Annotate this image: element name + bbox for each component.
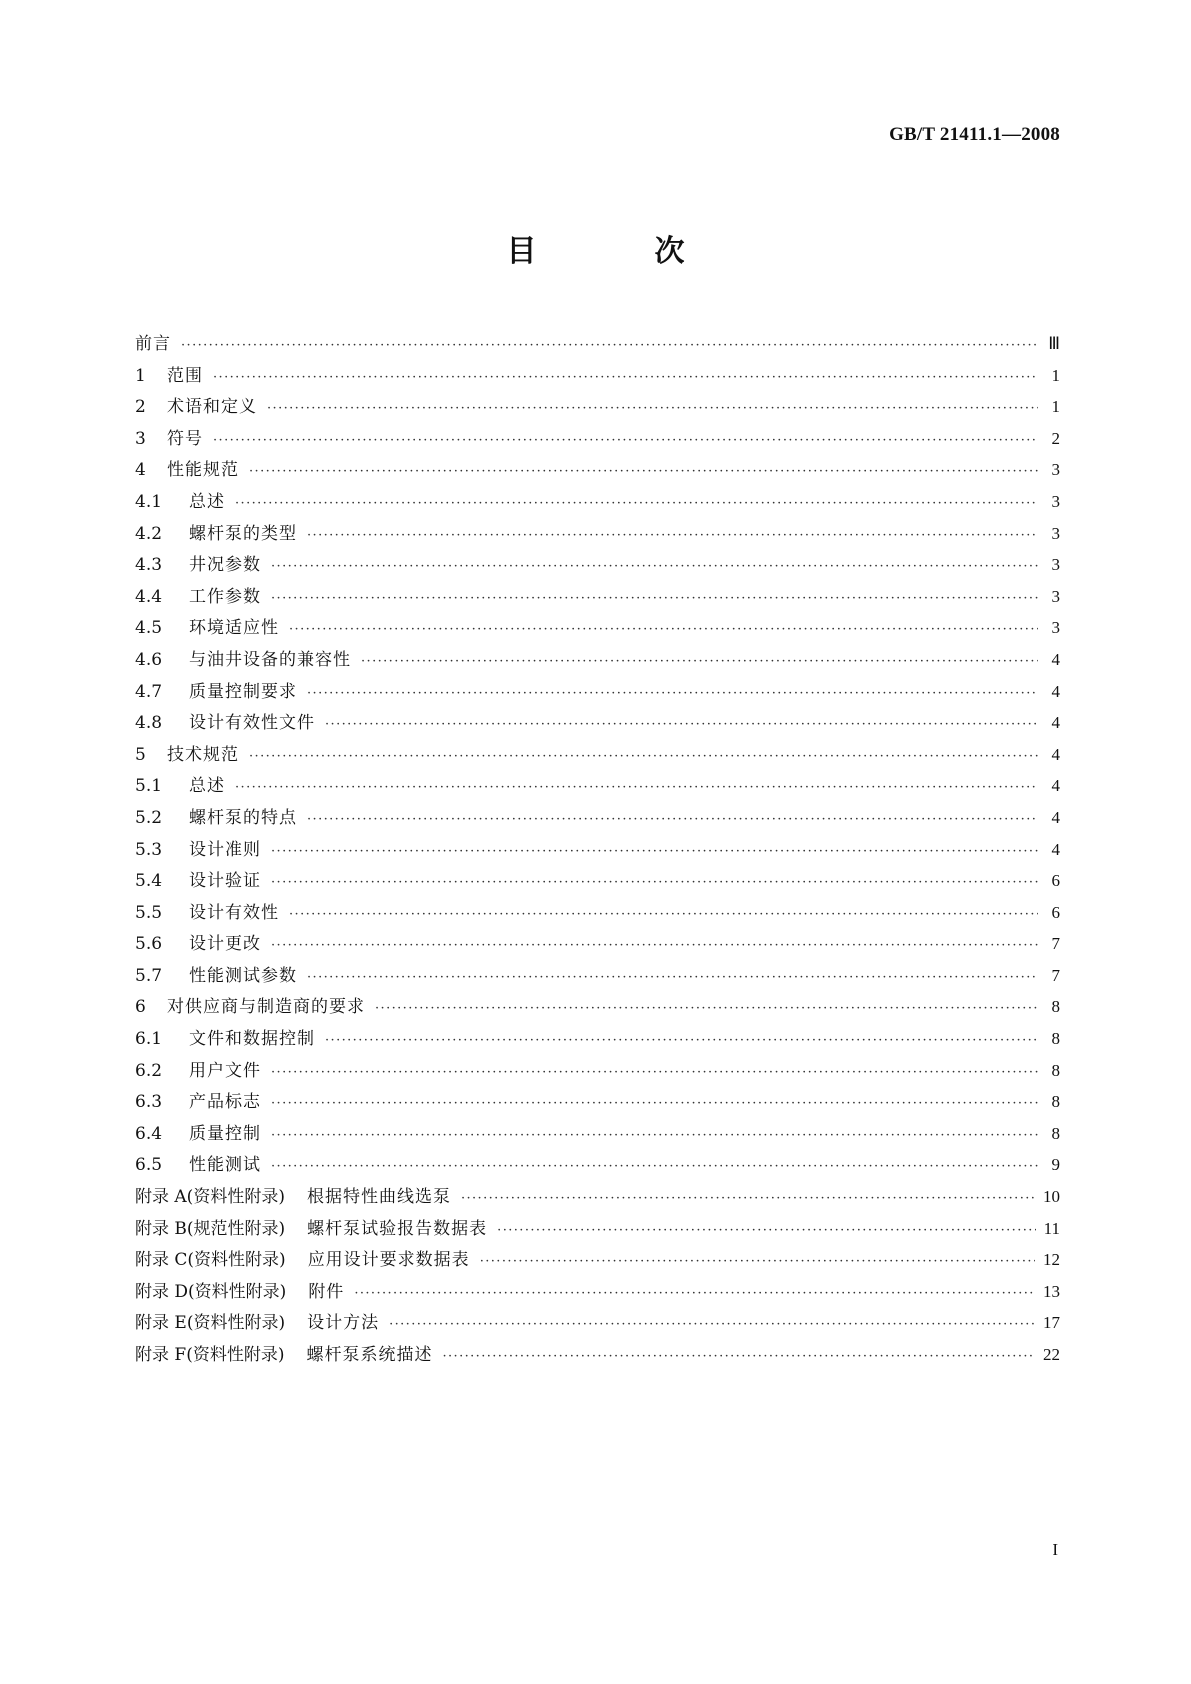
- toc-entry-number: 附录 A(资料性附录): [135, 1187, 285, 1208]
- toc-entry-page: Ⅲ: [1048, 334, 1060, 353]
- toc-entry[interactable]: [135, 928, 1060, 960]
- toc-entry-title: 螺杆泵试验报告数据表: [307, 1218, 488, 1239]
- toc-dot-leader: [325, 1025, 1038, 1057]
- toc-entry-title: 前言: [135, 334, 171, 354]
- toc-entry-page: 10: [1043, 1187, 1060, 1207]
- toc-entry-page: 3: [1051, 460, 1060, 480]
- toc-entry-number: 2: [135, 397, 146, 418]
- toc-entry[interactable]: [135, 328, 1060, 360]
- toc-entry[interactable]: [135, 1023, 1060, 1055]
- toc-entry-title: 工作参数: [189, 586, 261, 607]
- toc-entry[interactable]: [135, 581, 1060, 613]
- toc-entry-title: 质量控制: [189, 1123, 261, 1144]
- toc-dot-leader: [213, 362, 1038, 394]
- toc-entry-number: 附录 B(规范性附录): [135, 1218, 286, 1239]
- toc-entry-page: 8: [1051, 1123, 1060, 1143]
- toc-dot-leader: [271, 551, 1038, 583]
- toc-dot-leader: [235, 488, 1038, 520]
- toc-entry-page: 3: [1051, 618, 1060, 638]
- toc-entry-number: 6: [135, 997, 146, 1018]
- toc-entry-number: 1: [135, 365, 146, 386]
- toc-entry-number: 5.4: [135, 871, 163, 892]
- toc-dot-leader: [249, 741, 1038, 773]
- toc-entry-page: 22: [1043, 1345, 1060, 1364]
- toc-entry-title: 井况参数: [189, 555, 261, 576]
- toc-entry-title: 总述: [189, 776, 225, 797]
- toc-dot-leader: [354, 1278, 1035, 1310]
- toc-entry-number: 5.5: [135, 902, 163, 923]
- toc-entry-page: 8: [1051, 1029, 1060, 1049]
- toc-entry-title: 螺杆泵的类型: [189, 523, 297, 544]
- toc-entry-number: 5.1: [135, 776, 163, 797]
- toc-entry-number: 5.7: [135, 965, 163, 986]
- toc-dot-leader: [389, 1309, 1035, 1341]
- toc-dot-leader: [271, 583, 1038, 615]
- toc-dot-leader: [271, 1088, 1038, 1120]
- toc-entry-page: 3: [1051, 586, 1060, 606]
- toc-entry-title: 文件和数据控制: [189, 1029, 315, 1050]
- toc-entry[interactable]: [135, 865, 1060, 897]
- toc-entry-title: 用户文件: [189, 1060, 261, 1081]
- toc-entry-title: 术语和定义: [167, 397, 257, 418]
- toc-entry-page: 4: [1051, 744, 1060, 764]
- toc-entry-number: 4.1: [135, 491, 163, 512]
- toc-entry-title: 性能规范: [167, 460, 239, 481]
- toc-dot-leader: [271, 1057, 1038, 1089]
- toc-entry-page: 4: [1051, 649, 1060, 669]
- toc-dot-leader: [375, 993, 1038, 1025]
- toc-entry[interactable]: [135, 360, 1060, 392]
- toc-entry-number: 4.7: [135, 681, 163, 702]
- toc-entry[interactable]: [135, 1339, 1060, 1371]
- toc-entry[interactable]: [135, 960, 1060, 992]
- toc-entry-title: 范围: [167, 365, 203, 386]
- toc-entry-number: 3: [135, 428, 146, 449]
- toc-entry[interactable]: [135, 802, 1060, 834]
- toc-entry-page: 4: [1051, 713, 1060, 733]
- toc-entry-number: 6.5: [135, 1155, 163, 1176]
- toc-entry-page: 3: [1051, 491, 1060, 511]
- toc-entry-number: 附录 E(资料性附录): [135, 1313, 286, 1334]
- toc-entry[interactable]: [135, 676, 1060, 708]
- toc-dot-leader: [271, 930, 1038, 962]
- toc-entry-number: 6.4: [135, 1123, 163, 1144]
- toc-entry-page: 4: [1051, 681, 1060, 701]
- toc-entry-title: 设计验证: [189, 871, 261, 892]
- table-of-contents: [135, 328, 1060, 1371]
- toc-entry[interactable]: [135, 1213, 1060, 1245]
- toc-dot-leader: [181, 330, 1038, 362]
- toc-entry-number: 附录 F(资料性附录): [135, 1345, 285, 1365]
- toc-entry[interactable]: [135, 897, 1060, 929]
- toc-entry-title: 设计更改: [189, 934, 261, 955]
- toc-entry-title: 质量控制要求: [189, 681, 297, 702]
- toc-entry-title: 符号: [167, 428, 203, 449]
- toc-entry[interactable]: [135, 1276, 1060, 1308]
- toc-entry-number: 4.2: [135, 523, 163, 544]
- toc-dot-leader: [289, 899, 1038, 931]
- toc-entry-page: 7: [1051, 934, 1060, 954]
- toc-dot-leader: [249, 456, 1038, 488]
- toc-entry[interactable]: [135, 391, 1060, 423]
- toc-entry-title: 对供应商与制造商的要求: [167, 997, 365, 1018]
- toc-entry[interactable]: [135, 739, 1060, 771]
- toc-entry[interactable]: [135, 454, 1060, 486]
- toc-dot-leader: [461, 1183, 1035, 1215]
- toc-entry-number: 6.2: [135, 1060, 163, 1081]
- toc-entry-page: 4: [1051, 839, 1060, 859]
- toc-entry-page: 6: [1051, 871, 1060, 891]
- toc-dot-leader: [497, 1215, 1035, 1247]
- toc-entry-title: 环境适应性: [189, 618, 279, 639]
- toc-entry-page: 12: [1043, 1250, 1060, 1270]
- toc-dot-leader: [213, 425, 1038, 457]
- toc-entry[interactable]: [135, 1307, 1060, 1339]
- toc-entry-page: 6: [1051, 902, 1060, 922]
- toc-entry-page: 11: [1043, 1218, 1060, 1238]
- toc-entry[interactable]: [135, 707, 1060, 739]
- toc-dot-leader: [267, 393, 1038, 425]
- toc-dot-leader: [325, 709, 1038, 741]
- toc-dot-leader: [307, 520, 1038, 552]
- toc-entry-title: 螺杆泵的特点: [189, 807, 297, 828]
- toc-entry-number: 4.4: [135, 586, 163, 607]
- toc-entry-title: 产品标志: [189, 1092, 261, 1113]
- toc-entry-number: 5: [135, 744, 146, 765]
- toc-dot-leader: [307, 962, 1038, 994]
- toc-dot-leader: [289, 614, 1038, 646]
- toc-entry-page: 4: [1051, 776, 1060, 796]
- toc-entry-page: 4: [1051, 807, 1060, 827]
- toc-entry-title: 性能测试: [189, 1155, 261, 1176]
- toc-entry-page: 13: [1043, 1281, 1060, 1301]
- toc-entry[interactable]: [135, 518, 1060, 550]
- toc-entry-page: 3: [1051, 523, 1060, 543]
- toc-entry[interactable]: [135, 834, 1060, 866]
- toc-entry-title: 设计方法: [307, 1313, 380, 1334]
- toc-entry[interactable]: [135, 423, 1060, 455]
- toc-dot-leader: [442, 1341, 1035, 1373]
- page-title: 目 次: [506, 234, 729, 269]
- toc-entry[interactable]: [135, 770, 1060, 802]
- toc-dot-leader: [271, 867, 1038, 899]
- toc-entry[interactable]: [135, 1244, 1060, 1276]
- toc-entry-number: 6.1: [135, 1029, 163, 1050]
- toc-entry[interactable]: [135, 549, 1060, 581]
- toc-entry-number: 4.8: [135, 713, 163, 734]
- toc-entry-title: 总述: [189, 491, 225, 512]
- toc-entry-title: 性能测试参数: [189, 965, 297, 986]
- toc-entry-page: 8: [1051, 997, 1060, 1017]
- toc-entry-page: 9: [1051, 1155, 1060, 1175]
- toc-entry[interactable]: [135, 612, 1060, 644]
- toc-entry-title: 根据特性曲线选泵: [306, 1187, 451, 1208]
- toc-entry-number: 附录 C(资料性附录): [135, 1250, 286, 1271]
- toc-entry-number: 6.3: [135, 1092, 163, 1113]
- toc-dot-leader: [271, 1151, 1038, 1183]
- toc-entry-page: 8: [1051, 1092, 1060, 1112]
- toc-entry-number: 4: [135, 460, 146, 481]
- toc-entry-title: 设计准则: [189, 839, 261, 860]
- toc-dot-leader: [480, 1246, 1035, 1278]
- toc-entry[interactable]: [135, 1086, 1060, 1118]
- toc-entry-title: 应用设计要求数据表: [307, 1250, 470, 1271]
- toc-entry-title: 附件: [308, 1281, 345, 1302]
- toc-dot-leader: [307, 678, 1038, 710]
- toc-entry-number: 4.6: [135, 649, 163, 670]
- page-number: I: [1052, 1540, 1058, 1559]
- toc-entry-number: 4.3: [135, 555, 163, 576]
- toc-dot-leader: [307, 804, 1038, 836]
- toc-entry[interactable]: [135, 991, 1060, 1023]
- toc-entry[interactable]: [135, 1055, 1060, 1087]
- toc-entry-page: 2: [1051, 428, 1060, 448]
- toc-entry-title: 设计有效性文件: [189, 713, 315, 734]
- toc-entry-page: 3: [1051, 555, 1060, 575]
- toc-entry-title: 设计有效性: [189, 902, 279, 923]
- toc-entry-title: 与油井设备的兼容性: [189, 649, 351, 670]
- toc-entry-title: 技术规范: [167, 744, 239, 765]
- standard-number: GB/T 21411.1—2008: [889, 124, 1060, 145]
- toc-dot-leader: [361, 646, 1038, 678]
- toc-entry-page: 1: [1051, 365, 1060, 385]
- toc-dot-leader: [271, 836, 1038, 868]
- toc-entry-page: 17: [1043, 1313, 1060, 1333]
- toc-entry-page: 8: [1051, 1060, 1060, 1080]
- toc-entry[interactable]: [135, 1118, 1060, 1150]
- toc-entry-page: 7: [1051, 965, 1060, 985]
- toc-entry-title: 螺杆泵系统描述: [306, 1345, 433, 1365]
- toc-dot-leader: [235, 772, 1038, 804]
- toc-entry-number: 4.5: [135, 618, 163, 639]
- toc-entry-number: 5.6: [135, 934, 163, 955]
- toc-entry[interactable]: [135, 486, 1060, 518]
- toc-entry-number: 5.3: [135, 839, 163, 860]
- toc-entry[interactable]: [135, 1149, 1060, 1181]
- toc-entry-number: 5.2: [135, 807, 163, 828]
- toc-entry-page: 1: [1051, 397, 1060, 417]
- toc-dot-leader: [271, 1120, 1038, 1152]
- toc-entry[interactable]: [135, 644, 1060, 676]
- toc-entry-number: 附录 D(资料性附录): [135, 1281, 287, 1302]
- toc-entry[interactable]: [135, 1181, 1060, 1213]
